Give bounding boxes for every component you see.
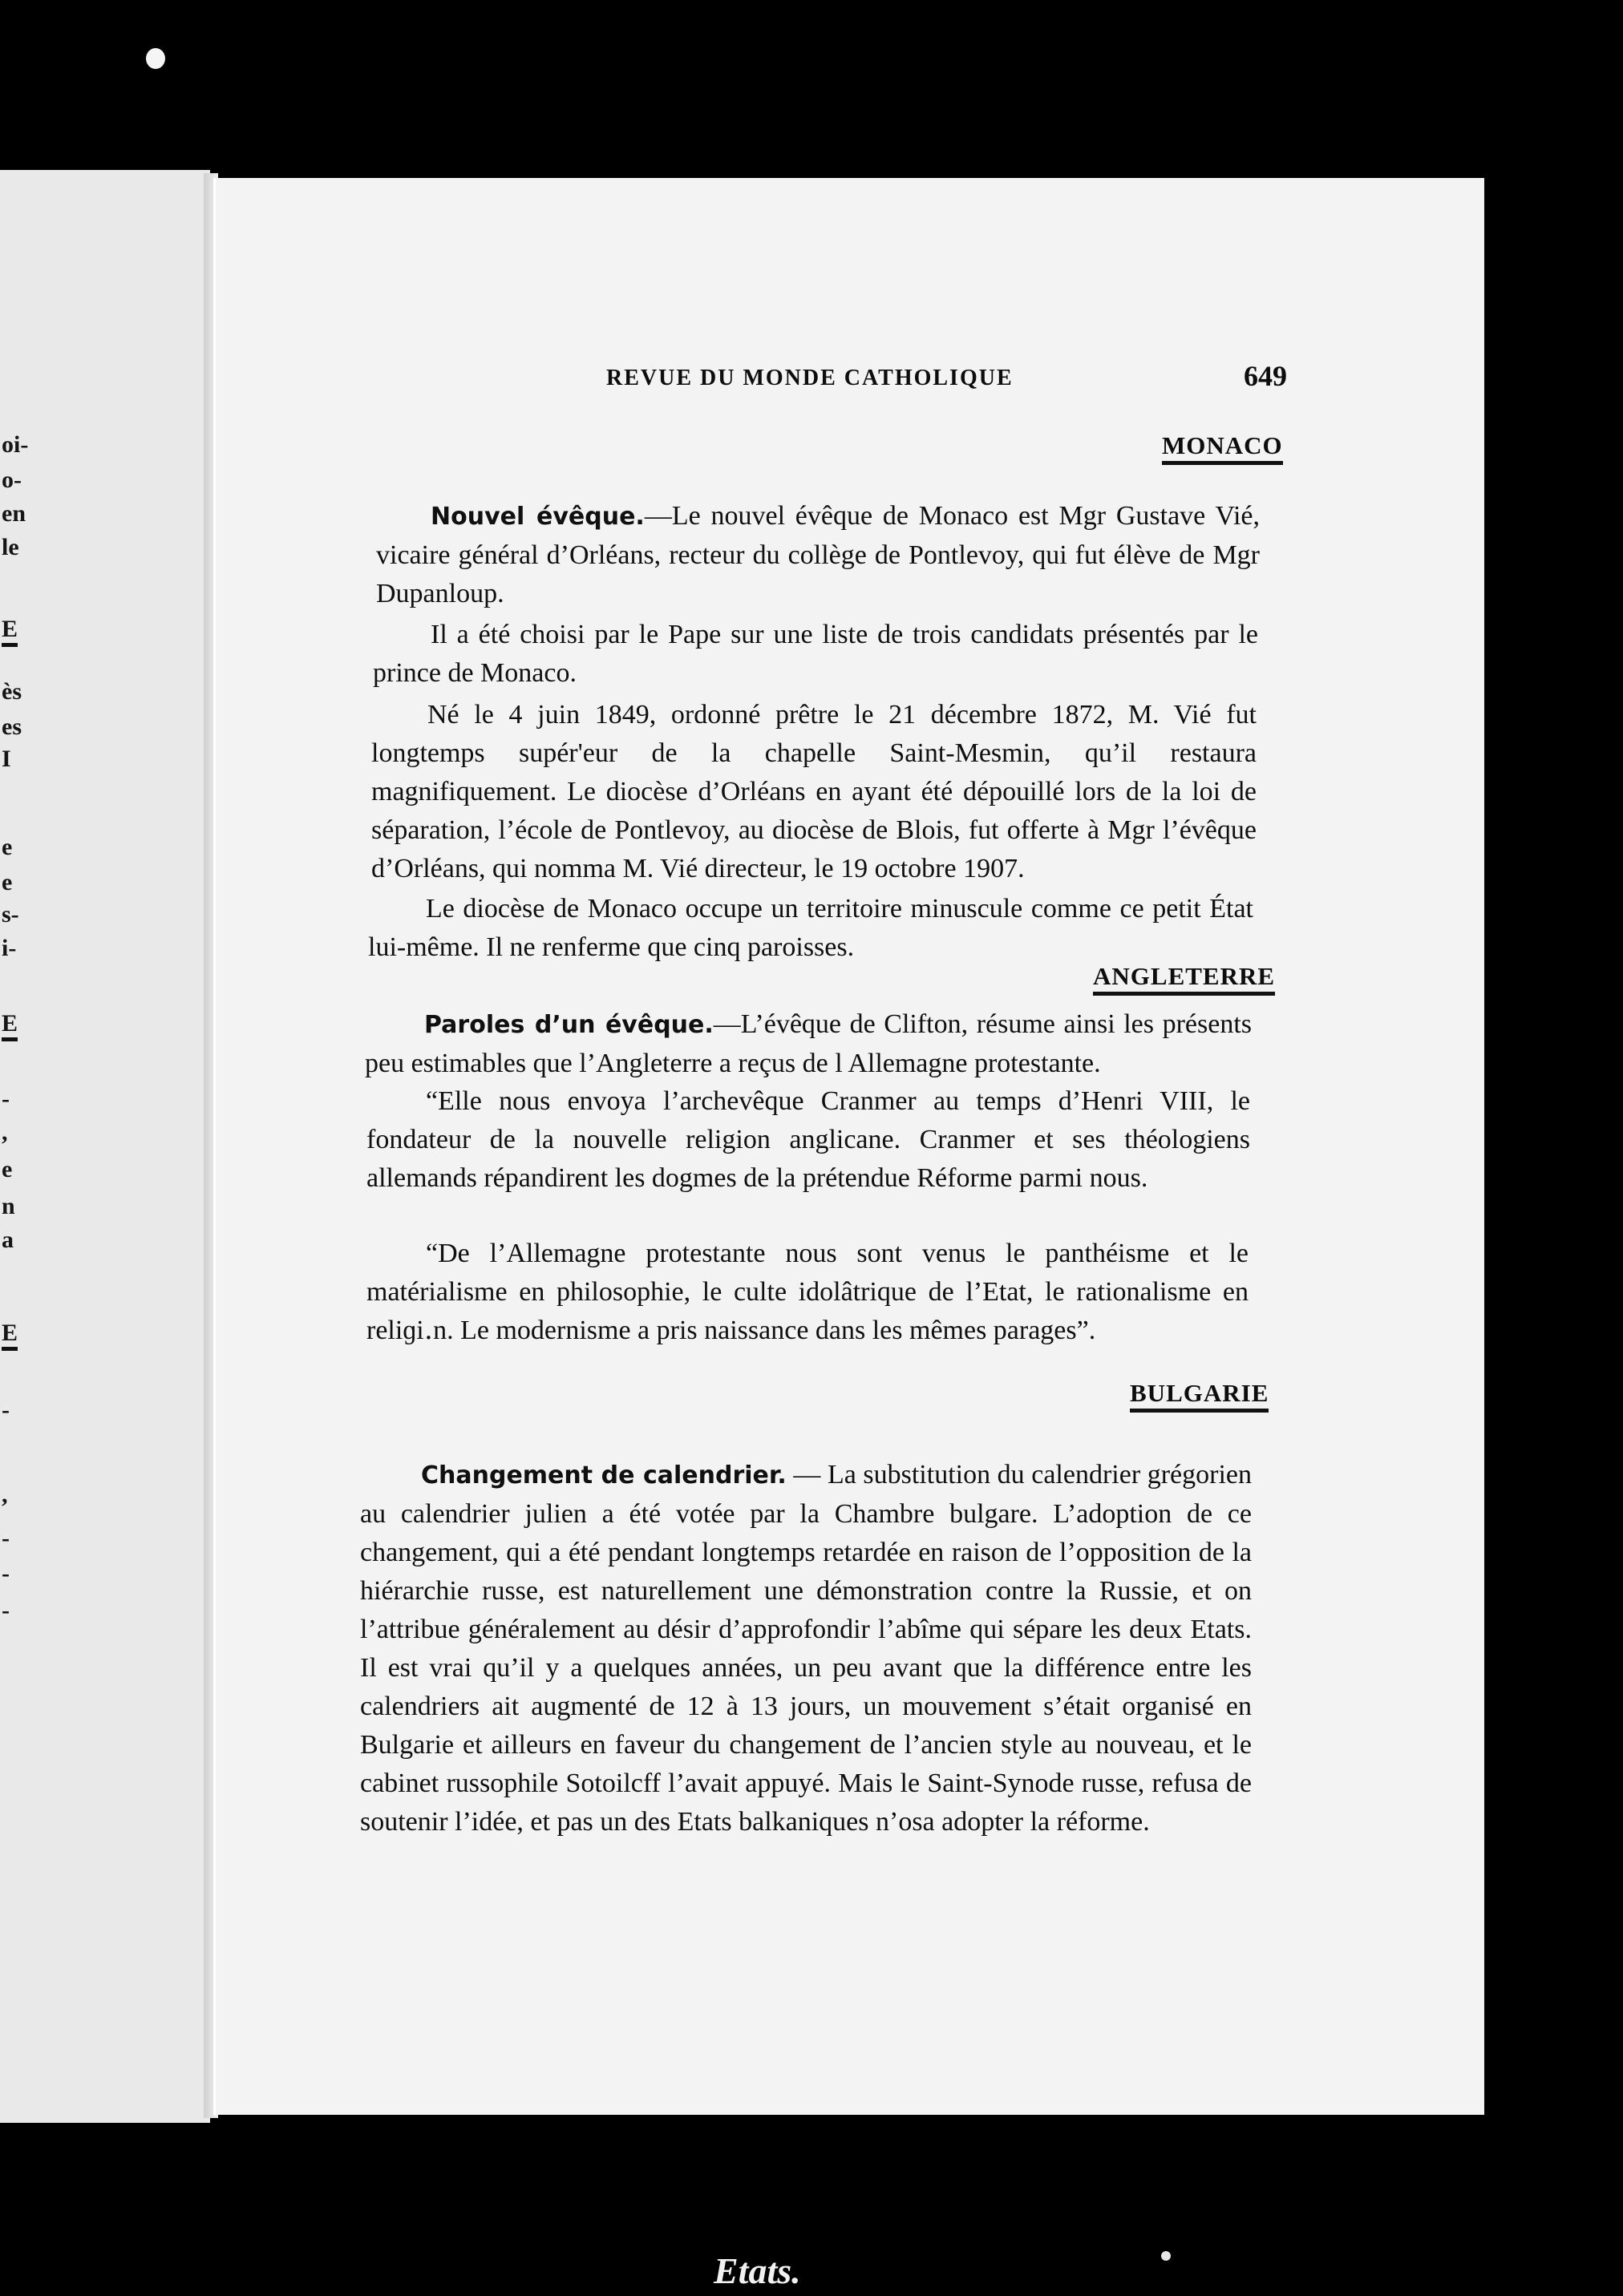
paragraph-lead: Paroles d’un évêque.: [424, 1011, 714, 1039]
left-page-fragment: -: [2, 1560, 10, 1587]
page-number: 649: [1244, 360, 1287, 392]
left-page-fragment: -: [2, 1525, 10, 1551]
left-page-fragment: E: [2, 1012, 18, 1041]
left-page-fragment: E: [2, 617, 18, 647]
running-title: REVUE DU MONDE CATHOLIQUE: [606, 366, 1014, 390]
paragraph: [376, 497, 1260, 613]
paragraph-text: “Elle nous envoya l’archevêque Cranmer au temps d’Henri VIII, le fondateur de la nouvelle religion anglicane. Cranmer et ses théologiens allemands répandirent les dogmes de la prétendue Réforme parmi nous.: [366, 1086, 1250, 1193]
scan-speck: [1161, 2251, 1171, 2261]
paragraph-text: Il a été choisi par le Pape sur une liste de trois candidats présentés par le prince de Monaco.: [373, 620, 1258, 688]
left-page-fragment: ,: [2, 1481, 8, 1508]
left-page-fragment: -: [2, 1397, 10, 1423]
paragraph: [360, 1456, 1252, 1841]
paragraph: [366, 1235, 1249, 1350]
section-heading-bulgarie: BULGARIE: [1130, 1379, 1269, 1413]
left-page-edge: [0, 170, 210, 2123]
left-page-fragment: oi-: [2, 431, 29, 458]
left-page-fragment: e: [2, 834, 13, 860]
scan-speck: [146, 48, 165, 69]
right-page: [213, 178, 1484, 2115]
section-heading-monaco: MONACO: [1162, 431, 1283, 465]
paragraph-text: Le diocèse de Monaco occupe un territoire minuscule comme ce petit État lui-même. Il ne renferme que cinq paroisses.: [368, 894, 1253, 962]
paragraph: [371, 696, 1257, 888]
paragraph-lead: Nouvel évêque.: [431, 503, 645, 531]
paragraph-lead: Changement de calendrier.: [421, 1461, 787, 1490]
left-page-fragment: I: [2, 746, 11, 772]
left-page-fragment: en: [2, 500, 26, 527]
left-page-fragment: ès: [2, 678, 22, 705]
left-page-fragment: le: [2, 534, 19, 560]
left-page-fragment: -: [2, 1597, 10, 1623]
left-page-fragment: i-: [2, 935, 17, 961]
footer-mark: Etats.: [714, 2250, 801, 2291]
paragraph-text: — La substitution du calendrier grégorien au calendrier julien a été votée par la Chambre bulgare. L’adoption de ce changement, qui a été pendant longtemps retardée en raison de l’opposition de la hiérarchie russe, est naturellement une démonstration contre la Russie, et on l’attribue généralement au désir d’approfondir l’abîme qui sépare les deux Etats. Il est vrai qu’il y a quelques années, un peu avant que la différence entre les calendriers ait augmenté de 12 à 13 jours, un mouvement s’était organisé en Bulgarie et ailleurs en faveur du changement de l’ancien style au nouveau, et le cabinet russophile Sotoilcff l’avait appuyé. Mais le Saint-Synode russe, refusa de soutenir l’idée, et pas un des Etats balkaniques n’osa adopter la réforme.: [360, 1460, 1252, 1837]
paragraph-text: Né le 4 juin 1849, ordonné prêtre le 21 décembre 1872, M. Vié fut longtemps supér'eur de la chapelle Saint-Mesmin, qu’il restaura magnifiquement. Le diocèse d’Orléans en ayant été dépouillé lors de la loi de séparation, l’école de Pontlevoy, au diocèse de Blois, fut offerte à Mgr l’évêque d’Orléans, qui nomma M. Vié directeur, le 19 octobre 1907.: [371, 700, 1257, 883]
paragraph: [368, 890, 1253, 967]
left-page-fragment: n: [2, 1193, 15, 1219]
left-page-fragment: E: [2, 1321, 18, 1351]
paragraph-text: —L’évêque de Clifton, résume ainsi les présents peu estimables que l’Angleterre a reçus de l Allemagne protestante.: [365, 1009, 1252, 1078]
left-page-fragment: ,: [2, 1119, 8, 1146]
left-page-fragment: e: [2, 1156, 13, 1182]
section-heading-angleterre: ANGLETERRE: [1093, 962, 1275, 996]
paragraph: [373, 616, 1258, 693]
left-page-fragment: e: [2, 869, 13, 895]
paragraph: [366, 1082, 1250, 1198]
paragraph: [365, 1005, 1252, 1083]
left-page-fragment: -: [2, 1085, 10, 1112]
paragraph-text: —Le nouvel évêque de Monaco est Mgr Gustave Vié, vicaire général d’Orléans, recteur du collège de Pontlevoy, qui fut élève de Mgr Dupanloup.: [376, 501, 1261, 608]
left-page-fragment: o-: [2, 467, 22, 493]
left-page-fragment: es: [2, 713, 22, 740]
paragraph-text: “De l’Allemagne protestante nous sont venus le panthéisme et le matérialisme en philosophie, le culte idolâtrique de l’Etat, le rationalisme en reliɡi․n. Le modernisme a pris naissance dans les mêmes parages”.: [366, 1239, 1249, 1345]
left-page-fragment: s-: [2, 901, 19, 928]
left-page-fragment: a: [2, 1227, 14, 1253]
